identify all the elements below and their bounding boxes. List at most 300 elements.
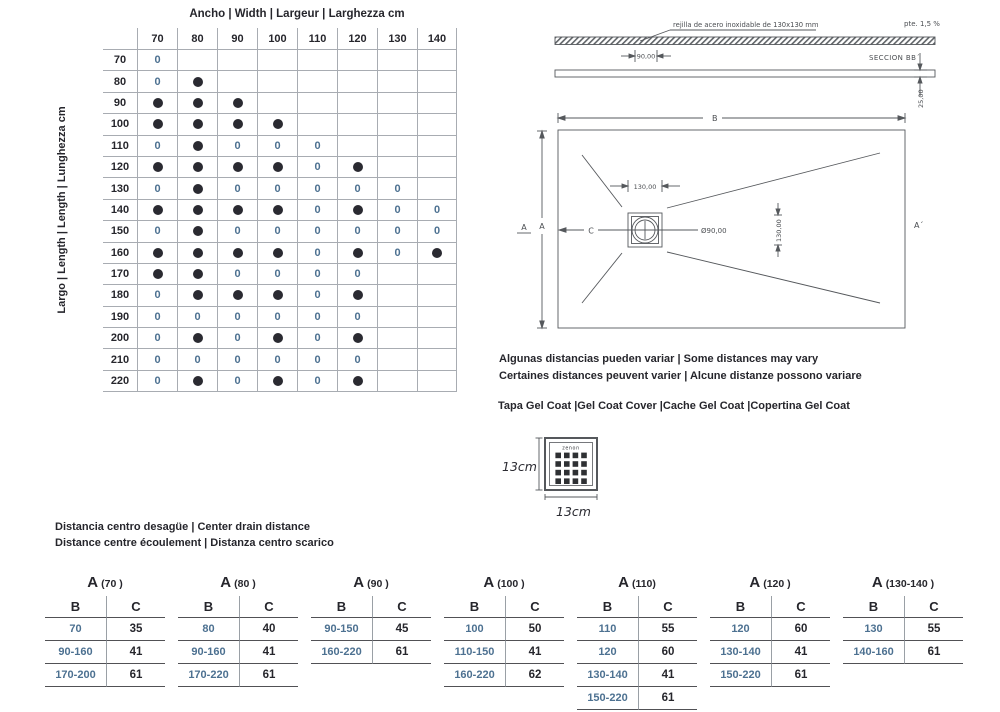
matrix-col-header-130: 130 [377,28,417,50]
dim-c-label: C [588,226,594,236]
matrix-cell-190x100: 0 [257,307,297,328]
distance-table-title [178,574,298,596]
marker-a-right: A´ [914,221,924,230]
distance-table-3 [311,574,431,664]
grate-note: rejilla de acero inoxidable de 130x130 mm [673,21,819,29]
matrix-cell-110x100: 0 [257,136,297,157]
col-header-b: B [311,596,373,618]
availability-dot [273,205,283,215]
matrix-cell-80x100 [257,71,297,92]
availability-dot [353,162,363,172]
matrix-cell-70x70: 0 [137,50,177,71]
cover-height-label: 13cm [502,459,537,474]
availability-dot [153,162,163,172]
a-label: A [871,574,883,591]
matrix-cell-100x70 [137,114,177,135]
matrix-cell-80x90 [217,71,257,92]
availability-dot [153,119,163,129]
availability-dot [233,119,243,129]
b-range-value: 80 [178,618,240,641]
cover-dot [555,453,561,459]
matrix-cell-100x80 [177,114,217,135]
c-distance-value: 62 [506,664,564,687]
distance-table-grid [843,596,963,664]
matrix-row-header-70: 70 [103,50,137,71]
matrix-cell-70x130 [377,50,417,71]
matrix-cell-120x90 [217,157,257,178]
matrix-cell-200x70: 0 [137,328,177,349]
matrix-cell-140x100 [257,200,297,221]
matrix-cell-120x70 [137,157,177,178]
matrix-cell-220x100 [257,371,297,392]
matrix-cell-130x90: 0 [217,178,257,199]
section-bb-label: SECCION BB´ [869,54,921,62]
matrix-cell-170x120: 0 [337,264,377,285]
matrix-cell-100x110 [297,114,337,135]
a-width-suffix: (120 ) [763,578,791,590]
matrix-cell-140x120 [337,200,377,221]
matrix-cell-220x70: 0 [137,371,177,392]
matrix-cell-100x130 [377,114,417,135]
matrix-cell-170x130 [377,264,417,285]
a-width-suffix: (100 ) [497,578,525,590]
matrix-cell-70x110 [297,50,337,71]
matrix-cell-180x120 [337,285,377,306]
matrix-row-header-80: 80 [103,71,137,92]
availability-dot [353,290,363,300]
availability-dot [193,333,203,343]
availability-dot [273,162,283,172]
cover-dot [555,478,561,484]
a-label: A [749,574,761,591]
matrix-cell-140x90 [217,200,257,221]
matrix-cell-210x120: 0 [337,349,377,370]
matrix-cell-180x90 [217,285,257,306]
matrix-cell-220x120 [337,371,377,392]
c-distance-value: 60 [772,618,830,641]
c-distance-value: 40 [240,618,298,641]
availability-dot [193,162,203,172]
availability-dot [153,98,163,108]
matrix-cell-120x120 [337,157,377,178]
matrix-cell-200x140 [417,328,457,349]
drawing-labels [502,20,940,519]
distance-table-title [843,574,963,596]
distance-table-title [577,574,697,596]
matrix-row-header-190: 190 [103,307,137,328]
slope-note: pte. 1,5 % [904,20,940,28]
matrix-cell-120x110: 0 [297,157,337,178]
distance-table-grid [45,596,165,687]
matrix-title: Ancho | Width | Largeur | Larghezza cm [189,8,405,20]
matrix-cell-110x70: 0 [137,136,177,157]
matrix-cell-100x90 [217,114,257,135]
c-distance-value: 45 [373,618,431,641]
a-width-suffix: (130-140 ) [885,578,935,590]
b-range-value: 170-220 [178,664,240,687]
matrix-cell-200x90: 0 [217,328,257,349]
matrix-row-header-100: 100 [103,114,137,135]
matrix-cell-120x130 [377,157,417,178]
cover-dot [573,453,579,459]
availability-dot [432,248,442,258]
cover-dot [581,453,587,459]
matrix-cell-210x70: 0 [137,349,177,370]
matrix-cell-140x140: 0 [417,200,457,221]
matrix-cell-110x80 [177,136,217,157]
matrix-cell-110x130 [377,136,417,157]
matrix-cell-210x110: 0 [297,349,337,370]
matrix-cell-160x70 [137,243,177,264]
matrix-cell-80x80 [177,71,217,92]
col-header-b: B [843,596,905,618]
gelcoat-note: Tapa Gel Coat |Gel Coat Cover |Cache Gel Coat |Copertina Gel Coat [498,400,850,412]
matrix-cell-120x100 [257,157,297,178]
b-range-value: 110 [577,618,639,641]
matrix-cell-110x140 [417,136,457,157]
b-range-value: 170-200 [45,664,107,687]
cover-dot [581,461,587,467]
distance-table-grid [178,596,298,687]
drain-distance-title-line1: Distancia centro desagüe | Center drain distance [55,521,310,533]
col-header-b: B [444,596,506,618]
matrix-cell-160x130: 0 [377,243,417,264]
marker-a-left: A [521,223,527,232]
matrix-cell-180x110: 0 [297,285,337,306]
matrix-cell-130x100: 0 [257,178,297,199]
matrix-cell-160x100 [257,243,297,264]
matrix-cell-140x80 [177,200,217,221]
c-distance-value: 61 [107,664,165,687]
cover-dot [581,478,587,484]
drain-diameter-label: Ø90,00 [701,227,727,235]
matrix-col-header-90: 90 [217,28,257,50]
availability-dot [193,269,203,279]
a-label: A [220,574,232,591]
availability-dot [153,205,163,215]
availability-dot [193,376,203,386]
availability-dot [193,119,203,129]
matrix-cell-170x80 [177,264,217,285]
matrix-corner-cell [103,28,137,50]
b-range-value: 120 [710,618,772,641]
cover-dot [555,461,561,467]
c-distance-value: 55 [905,618,963,641]
matrix-row-axis-label: Largo | Length | Length | Lunghezza cm [56,106,68,314]
c-distance-value: 41 [240,641,298,664]
matrix-cell-160x140 [417,243,457,264]
distance-table-2 [178,574,298,687]
drain-cover-brand: zenon [562,446,580,452]
matrix-cell-190x90: 0 [217,307,257,328]
availability-dot [153,248,163,258]
matrix-cell-200x110: 0 [297,328,337,349]
distance-table-5 [577,574,697,710]
c-distance-value: 41 [107,641,165,664]
matrix-cell-150x100: 0 [257,221,297,242]
matrix-cell-220x130 [377,371,417,392]
matrix-cell-170x100: 0 [257,264,297,285]
distance-table-6 [710,574,830,687]
availability-dot [233,248,243,258]
matrix-cell-220x110: 0 [297,371,337,392]
matrix-row-header-130: 130 [103,178,137,199]
dim-130-h-label: 130,00 [633,183,657,191]
matrix-cell-80x140 [417,71,457,92]
col-header-c: C [905,596,963,618]
matrix-cell-220x140 [417,371,457,392]
distance-table-grid [710,596,830,687]
matrix-cell-90x130 [377,93,417,114]
b-range-value: 70 [45,618,107,641]
matrix-cell-200x100 [257,328,297,349]
col-header-c: C [107,596,165,618]
c-distance-value: 61 [905,641,963,664]
b-range-value: 150-220 [577,687,639,710]
col-header-c: C [639,596,697,618]
matrix-cell-160x120 [337,243,377,264]
matrix-cell-90x140 [417,93,457,114]
col-header-b: B [178,596,240,618]
b-range-value: 140-160 [843,641,905,664]
matrix-cell-190x120: 0 [337,307,377,328]
b-range-value: 150-220 [710,664,772,687]
availability-dot [353,248,363,258]
availability-dot [193,77,203,87]
matrix-cell-110x90: 0 [217,136,257,157]
dim-130-v-label: 130,00 [775,219,783,242]
matrix-col-header-120: 120 [337,28,377,50]
a-width-suffix: (90 ) [367,578,389,590]
availability-dot [193,248,203,258]
matrix-cell-150x70: 0 [137,221,177,242]
c-distance-value: 61 [373,641,431,664]
matrix-cell-90x70 [137,93,177,114]
matrix-cell-100x120 [337,114,377,135]
matrix-cell-110x110: 0 [297,136,337,157]
drawing-lines [517,30,935,500]
matrix-cell-110x120 [337,136,377,157]
cover-dot [564,478,570,484]
matrix-cell-150x90: 0 [217,221,257,242]
cover-dot [573,478,579,484]
drain-distance-tables [45,574,963,710]
availability-dot [273,376,283,386]
matrix-row-header-170: 170 [103,264,137,285]
distance-table-4 [444,574,564,687]
matrix-row-header-110: 110 [103,136,137,157]
matrix-cell-90x120 [337,93,377,114]
cover-dot [573,470,579,476]
matrix-cell-140x130: 0 [377,200,417,221]
matrix-cell-190x80: 0 [177,307,217,328]
matrix-cell-80x70: 0 [137,71,177,92]
availability-dot [233,162,243,172]
matrix-cell-130x140 [417,178,457,199]
matrix-cell-90x110 [297,93,337,114]
matrix-cell-190x70: 0 [137,307,177,328]
matrix-cell-180x130 [377,285,417,306]
c-distance-value: 41 [639,664,697,687]
matrix-row-header-200: 200 [103,328,137,349]
matrix-cell-120x80 [177,157,217,178]
a-width-suffix: (110) [631,578,656,590]
b-range-value: 130-140 [577,664,639,687]
matrix-cell-130x120: 0 [337,178,377,199]
availability-dot [353,205,363,215]
distance-table-title [444,574,564,596]
distance-table-grid [577,596,697,710]
matrix-cell-210x140 [417,349,457,370]
matrix-cell-130x130: 0 [377,178,417,199]
matrix-cell-200x80 [177,328,217,349]
matrix-cell-180x80 [177,285,217,306]
b-range-value: 120 [577,641,639,664]
matrix-cell-200x120 [337,328,377,349]
matrix-cell-130x70: 0 [137,178,177,199]
availability-dot [153,269,163,279]
c-distance-value: 41 [506,641,564,664]
c-distance-value: 55 [639,618,697,641]
drain-distance-title-line2: Distance centre écoulement | Distanza centro scarico [55,537,334,549]
matrix-col-header-80: 80 [177,28,217,50]
drain-cover-dot-grid [555,453,586,484]
col-header-c: C [506,596,564,618]
matrix-cell-80x130 [377,71,417,92]
matrix-cell-90x100 [257,93,297,114]
matrix-col-header-100: 100 [257,28,297,50]
matrix-cell-190x140 [417,307,457,328]
matrix-cell-150x120: 0 [337,221,377,242]
variance-note-line1: Algunas distancias pueden variar | Some distances may vary [499,353,819,365]
matrix-cell-190x110: 0 [297,307,337,328]
availability-dot [273,119,283,129]
matrix-cell-210x130 [377,349,417,370]
matrix-row-header-160: 160 [103,243,137,264]
section-hatched-bar [555,37,935,45]
matrix-row-header-150: 150 [103,221,137,242]
size-availability-matrix [103,28,457,392]
dim-90-label: 90,00 [636,52,656,61]
matrix-cell-160x110: 0 [297,243,337,264]
b-range-value: 90-160 [45,641,107,664]
b-range-value: 90-160 [178,641,240,664]
matrix-cell-210x80: 0 [177,349,217,370]
col-header-c: C [772,596,830,618]
b-range-value: 160-220 [311,641,373,664]
matrix-cell-170x90: 0 [217,264,257,285]
c-distance-value: 50 [506,618,564,641]
matrix-row-header-210: 210 [103,349,137,370]
availability-dot [353,333,363,343]
cover-dot [564,461,570,467]
a-label: A [483,574,495,591]
matrix-row-header-220: 220 [103,371,137,392]
availability-dot [273,248,283,258]
distance-table-grid [444,596,564,687]
matrix-cell-130x80 [177,178,217,199]
variance-note-line2: Certaines distances peuvent varier | Alcune distanze possono variare [499,370,862,382]
matrix-cell-100x100 [257,114,297,135]
col-header-c: C [240,596,298,618]
c-distance-value: 61 [639,687,697,710]
distance-table-title [45,574,165,596]
c-distance-value: 35 [107,618,165,641]
b-range-value: 130 [843,618,905,641]
matrix-cell-210x100: 0 [257,349,297,370]
a-label: A [353,574,365,591]
matrix-cell-90x90 [217,93,257,114]
distance-table-title [710,574,830,596]
matrix-col-header-70: 70 [137,28,177,50]
a-label: A [87,574,99,591]
section-base-bar [555,70,935,77]
matrix-cell-150x140: 0 [417,221,457,242]
a-width-suffix: (80 ) [234,578,256,590]
dim-a-label: A [539,222,545,231]
matrix-cell-170x110: 0 [297,264,337,285]
matrix-cell-150x80 [177,221,217,242]
matrix-row-header-180: 180 [103,285,137,306]
distance-table-grid [311,596,431,664]
availability-dot [273,333,283,343]
matrix-cell-70x140 [417,50,457,71]
c-distance-value: 60 [639,641,697,664]
matrix-row-header-90: 90 [103,93,137,114]
technical-drawing [490,0,1000,525]
availability-dot [193,205,203,215]
cover-dot [581,470,587,476]
matrix-cell-210x90: 0 [217,349,257,370]
dim-b-label: B [712,114,718,123]
matrix-row-header-140: 140 [103,200,137,221]
availability-dot [233,98,243,108]
availability-dot [193,290,203,300]
availability-dot [193,141,203,151]
a-width-suffix: (70 ) [101,578,123,590]
col-header-b: B [577,596,639,618]
c-distance-value: 41 [772,641,830,664]
matrix-cell-160x90 [217,243,257,264]
availability-dot [193,98,203,108]
matrix-cell-220x80 [177,371,217,392]
availability-dot [233,290,243,300]
availability-dot [353,376,363,386]
b-range-value: 130-140 [710,641,772,664]
matrix-cell-80x120 [337,71,377,92]
matrix-cell-90x80 [177,93,217,114]
cover-dot [564,453,570,459]
availability-dot [233,205,243,215]
availability-dot [193,226,203,236]
distance-table-7 [843,574,963,664]
availability-dot [273,290,283,300]
distance-table-1 [45,574,165,687]
b-range-value: 100 [444,618,506,641]
variance-note [499,351,862,385]
matrix-cell-190x130 [377,307,417,328]
matrix-col-header-140: 140 [417,28,457,50]
matrix-cell-70x100 [257,50,297,71]
matrix-cell-70x80 [177,50,217,71]
matrix-cell-200x130 [377,328,417,349]
cover-dot [573,461,579,467]
c-distance-value: 61 [240,664,298,687]
b-range-value: 110-150 [444,641,506,664]
cover-dot [564,470,570,476]
cover-dot [555,470,561,476]
dim-25-label: 25,00 [917,89,925,108]
